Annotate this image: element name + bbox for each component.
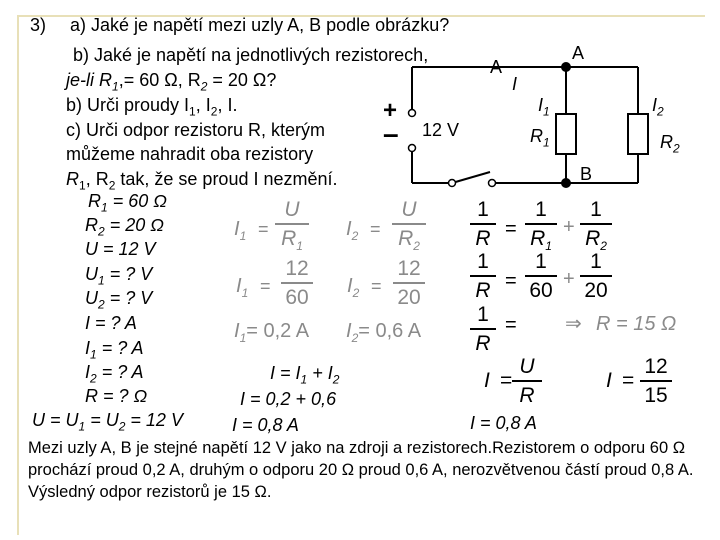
- ohm2-eq: =: [622, 369, 635, 392]
- task-b-line1: b) Jaké je napětí na jednotlivých rezistorech,: [73, 45, 429, 65]
- plus-sign: +: [383, 97, 398, 124]
- task-c-line1: c) Urči odpor rezistoru R, kterým: [66, 120, 326, 140]
- switch-lever: [452, 172, 490, 183]
- given-i2: $I_2$ = ? A: [85, 362, 144, 386]
- task-a: a) Jaké je napětí mezi uzly A, B podle obrázku?: [70, 15, 450, 35]
- resistor-r1-label: $R_1$: [530, 126, 550, 150]
- sum-line-3: I = 0,8 A: [232, 415, 299, 435]
- voltage-equality: $U = U_1 = U_2 = 12$ V: [32, 410, 183, 434]
- resistor-r2: [628, 114, 648, 154]
- node-a-dot: [561, 62, 571, 72]
- inv-60-fraction: 1 60: [525, 250, 557, 302]
- switch-contact-left: [449, 180, 456, 187]
- given-u: U = 12 V: [85, 239, 156, 259]
- inv-r2-fraction: 1 $R_2$: [580, 198, 612, 258]
- node-a-label-left: A: [490, 57, 503, 77]
- ohm-fraction: U R: [512, 355, 542, 407]
- given-u2: $U_2$ = ? V: [85, 288, 153, 312]
- calc-i2-eq: =: [371, 276, 382, 296]
- switch-contact-right: [489, 180, 496, 187]
- given-i: I = ? A: [85, 313, 137, 333]
- ohm2-fraction: 12 15: [640, 355, 672, 407]
- implies-arrow: ⇒: [565, 313, 582, 335]
- inv-eq-1: =: [505, 218, 517, 240]
- inv-r-fraction-2: 1 R: [470, 250, 496, 302]
- inv-plus-1: +: [563, 216, 575, 238]
- sum-line-1: $I = I_1 + I_2$: [270, 363, 340, 387]
- task-number: 3): [30, 15, 47, 35]
- given-r: R = ? Ω: [85, 386, 148, 406]
- calc-i2-lhs: $I_2$: [347, 275, 360, 300]
- current-i1-label: $I_1$: [538, 95, 550, 119]
- resistor-r2-label: $R_2$: [660, 132, 680, 156]
- given-u1: $U_1$ = ? V: [85, 264, 153, 288]
- sum-line-2: I = 0,2 + 0,6: [240, 389, 337, 409]
- terminal-minus: [409, 145, 416, 152]
- node-b-dot: [561, 178, 571, 188]
- current-i-label: I: [512, 74, 518, 94]
- calc-i1-fraction: 12 60: [281, 257, 313, 309]
- task-c-line3: $R_1$, $R_2$ tak, že se proud I nezmění.: [66, 169, 338, 193]
- ohm2-lhs: I: [606, 369, 612, 392]
- calc-i1-lhs: $I_1$: [236, 275, 249, 300]
- node-b-label: B: [580, 164, 593, 184]
- given-i1: $I_1$ = ? A: [85, 338, 144, 362]
- inv-eq-2: =: [505, 270, 517, 292]
- final-current: I = 0,8 A: [470, 413, 537, 433]
- inv-r1-fraction: 1 $R_1$: [525, 198, 557, 258]
- task-b-line2: je-li $R_1,= 60$ Ω, $R_2 = 20$ Ω?: [66, 70, 277, 94]
- inv-r-fraction: 1 R: [470, 198, 496, 250]
- inv-eq-3: =: [505, 314, 517, 336]
- formula-i2-fraction: U $R_2$: [392, 198, 426, 258]
- task-b-line3: b) Urči proudy $I_1$, $I_2$, I.: [66, 95, 238, 119]
- terminal-plus: [409, 110, 416, 117]
- source-voltage: 12 V: [422, 120, 460, 140]
- minus-sign: –: [383, 118, 399, 149]
- ohm-lhs: I: [484, 369, 490, 392]
- conclusion-text: Mezi uzly A, B je stejné napětí 12 V jako na zdroji a rezistorech.Rezistorem o odporu 60 Ω prochází proud 0,2 A, druhým o odporu 20 Ω proud 0,6 A, nerozvětvenou částí proud 0,8 A. Výsledný odpor rezistorů je 15 Ω.: [28, 439, 694, 501]
- inv-20-fraction: 1 20: [580, 250, 612, 302]
- given-r1: $R_1 = 60$ Ω: [88, 191, 167, 215]
- calc-i2-fraction: 12 20: [393, 257, 425, 309]
- formula-i2-lhs: $I_2$: [346, 218, 359, 243]
- resistor-r1: [556, 114, 576, 154]
- inv-plus-2: +: [563, 268, 575, 290]
- ohm-eq: =: [500, 369, 513, 392]
- inv-r-fraction-3: 1 R: [470, 303, 496, 355]
- formula-i1-fraction: U $R_1$: [275, 198, 309, 258]
- formula-i2-eq: =: [370, 219, 381, 239]
- result-i1: $I_1= 0,2$ A: [234, 320, 310, 345]
- node-a-label: A: [572, 43, 585, 63]
- result-i2: $I_2= 0,6$ A: [346, 320, 422, 345]
- result-r: R = 15 Ω: [596, 313, 677, 335]
- formula-i1-eq: =: [258, 219, 269, 239]
- current-i2-label: $I_2$: [652, 95, 664, 119]
- task-c-line2: můžeme nahradit oba rezistory: [66, 144, 314, 164]
- formula-i1-lhs: $I_1$: [234, 218, 247, 243]
- calc-i1-eq: =: [260, 276, 271, 296]
- given-r2: $R_2 = 20$ Ω: [85, 215, 164, 239]
